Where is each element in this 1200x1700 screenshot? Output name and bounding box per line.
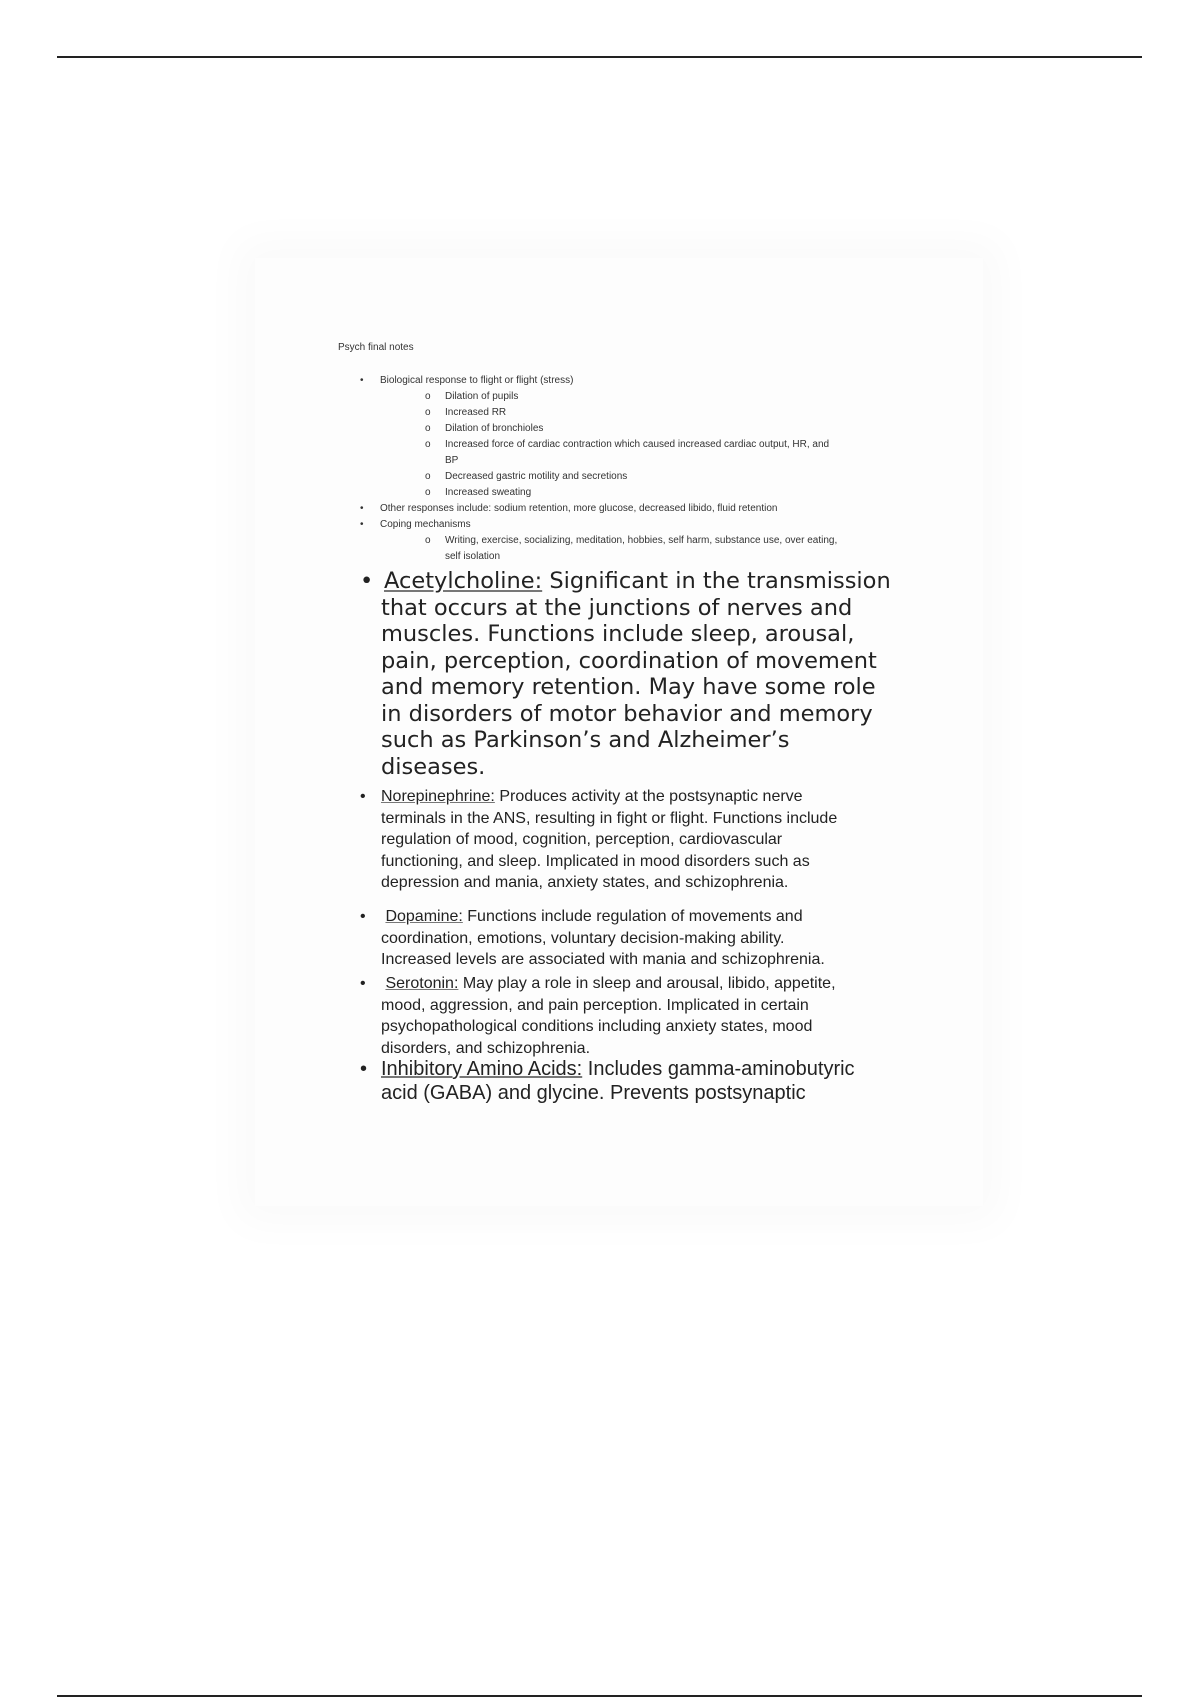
sub-item-text: Increased force of cardiac contraction which caused increased cardiac output, HR, and xyxy=(445,439,830,450)
bullet-icon: • xyxy=(360,908,366,925)
definition-line: such as Parkinson’s and Alzheimer’s xyxy=(381,727,790,753)
page-bottom-rule xyxy=(57,1695,1142,1697)
inhibitory-amino-acids-section xyxy=(358,1057,918,1105)
sub-list-item-continuation xyxy=(380,549,918,565)
definition-line: coordination, emotions, voluntary decision-making ability. xyxy=(381,929,785,947)
list-item-serotonin xyxy=(358,973,918,1059)
definition-line: acid (GABA) and glycine. Prevents postsynaptic xyxy=(381,1082,806,1104)
definition-line: mood, aggression, and pain perception. Implicated in certain xyxy=(381,996,809,1014)
list-item-stress-heading xyxy=(358,373,918,501)
dopamine-section xyxy=(358,906,918,971)
bullet-icon: • xyxy=(360,503,364,514)
circle-bullet-icon: o xyxy=(425,487,431,498)
sub-item-text: Increased sweating xyxy=(445,487,532,498)
list-item-norepinephrine xyxy=(358,786,918,894)
definition-line: in disorders of motor behavior and memory xyxy=(381,700,873,727)
definition-line: pain, perception, coordination of movement xyxy=(381,647,877,674)
sub-list-item xyxy=(380,485,918,501)
term-dopamine: Dopamine: xyxy=(385,908,463,925)
acetylcholine-section xyxy=(358,568,918,780)
circle-bullet-icon: o xyxy=(425,407,431,418)
other-responses-text: Other responses include: sodium retention, more glucose, decreased libido, fluid retention xyxy=(380,503,778,514)
definition-line: May play a role in sleep and arousal, libido, appetite, xyxy=(462,975,836,992)
stress-heading: Biological response to flight or flight (stress) xyxy=(380,375,574,386)
sub-item-text: Writing, exercise, socializing, meditation, hobbies, self harm, substance use, over eating, xyxy=(445,535,838,546)
bullet-icon: • xyxy=(360,1058,368,1080)
definition-line: functioning, and sleep. Implicated in mood disorders such as xyxy=(381,852,810,870)
bullet-icon: • xyxy=(360,568,374,594)
circle-bullet-icon: o xyxy=(425,439,431,450)
sub-list-item xyxy=(380,469,918,485)
definition-line: disorders, and schizophrenia. xyxy=(381,1039,591,1057)
circle-bullet-icon: o xyxy=(425,471,431,482)
term-norepinephrine: Norepinephrine: xyxy=(381,788,495,805)
definition-line: diseases. xyxy=(381,753,486,780)
document-title: Psych final notes xyxy=(338,342,414,353)
sub-item-text: Dilation of pupils xyxy=(445,391,519,402)
definition-line: Produces activity at the postsynaptic nerve xyxy=(499,788,803,805)
list-item-coping xyxy=(358,517,918,565)
list-item-dopamine xyxy=(358,906,918,971)
circle-bullet-icon: o xyxy=(425,391,431,402)
definition-line: Functions include regulation of movements and xyxy=(467,908,803,925)
definition-line: Includes gamma-aminobutyric xyxy=(587,1058,855,1080)
sub-item-text: self isolation xyxy=(445,551,501,562)
definition-line: terminals in the ANS, resulting in fight or flight. Functions include xyxy=(381,809,838,827)
sub-list-item xyxy=(380,437,918,453)
definition-line: Increased levels are associated with mania and schizophrenia. xyxy=(381,951,825,968)
definition-line: psychopathological conditions including anxiety states, mood xyxy=(381,1018,813,1035)
term-serotonin: Serotonin: xyxy=(385,975,459,992)
bullet-icon: • xyxy=(360,519,364,530)
sub-list-item xyxy=(380,389,918,405)
sub-list-item xyxy=(380,421,918,437)
stress-response-list xyxy=(358,373,918,565)
term-acetylcholine: Acetylcholine: xyxy=(384,568,543,594)
definition-line: muscles. Functions include sleep, arousal, xyxy=(381,621,855,647)
definition-line: that occurs at the junctions of nerves and xyxy=(381,594,853,621)
list-item-other-responses xyxy=(358,501,918,517)
definition-line: and memory retention. May have some role xyxy=(381,674,876,700)
coping-sublist xyxy=(380,533,918,565)
definition-line: Significant in the transmission xyxy=(549,568,891,594)
list-item-acetylcholine xyxy=(358,568,918,780)
definition-line: regulation of mood, cognition, perception, cardiovascular xyxy=(381,831,783,848)
bullet-icon: • xyxy=(360,788,366,805)
page-top-rule xyxy=(57,56,1142,58)
circle-bullet-icon: o xyxy=(425,535,431,546)
sub-item-text: Dilation of bronchioles xyxy=(445,423,544,434)
stress-sublist xyxy=(380,389,918,501)
norepinephrine-section xyxy=(358,786,918,894)
serotonin-section xyxy=(358,973,918,1059)
sub-item-text: Decreased gastric motility and secretions xyxy=(445,471,628,482)
definition-line: depression and mania, anxiety states, and schizophrenia. xyxy=(381,874,789,891)
coping-heading: Coping mechanisms xyxy=(380,519,471,530)
sub-list-item xyxy=(380,533,918,549)
sub-item-text: BP xyxy=(445,455,459,466)
circle-bullet-icon: o xyxy=(425,423,431,434)
list-item-inhibitory-amino-acids xyxy=(358,1057,918,1105)
sub-list-item-continuation xyxy=(380,453,918,469)
bullet-icon: • xyxy=(360,375,364,386)
sub-list-item xyxy=(380,405,918,421)
term-inhibitory-amino-acids: Inhibitory Amino Acids: xyxy=(381,1058,583,1080)
bullet-icon: • xyxy=(360,975,366,992)
sub-item-text: Increased RR xyxy=(445,407,507,418)
